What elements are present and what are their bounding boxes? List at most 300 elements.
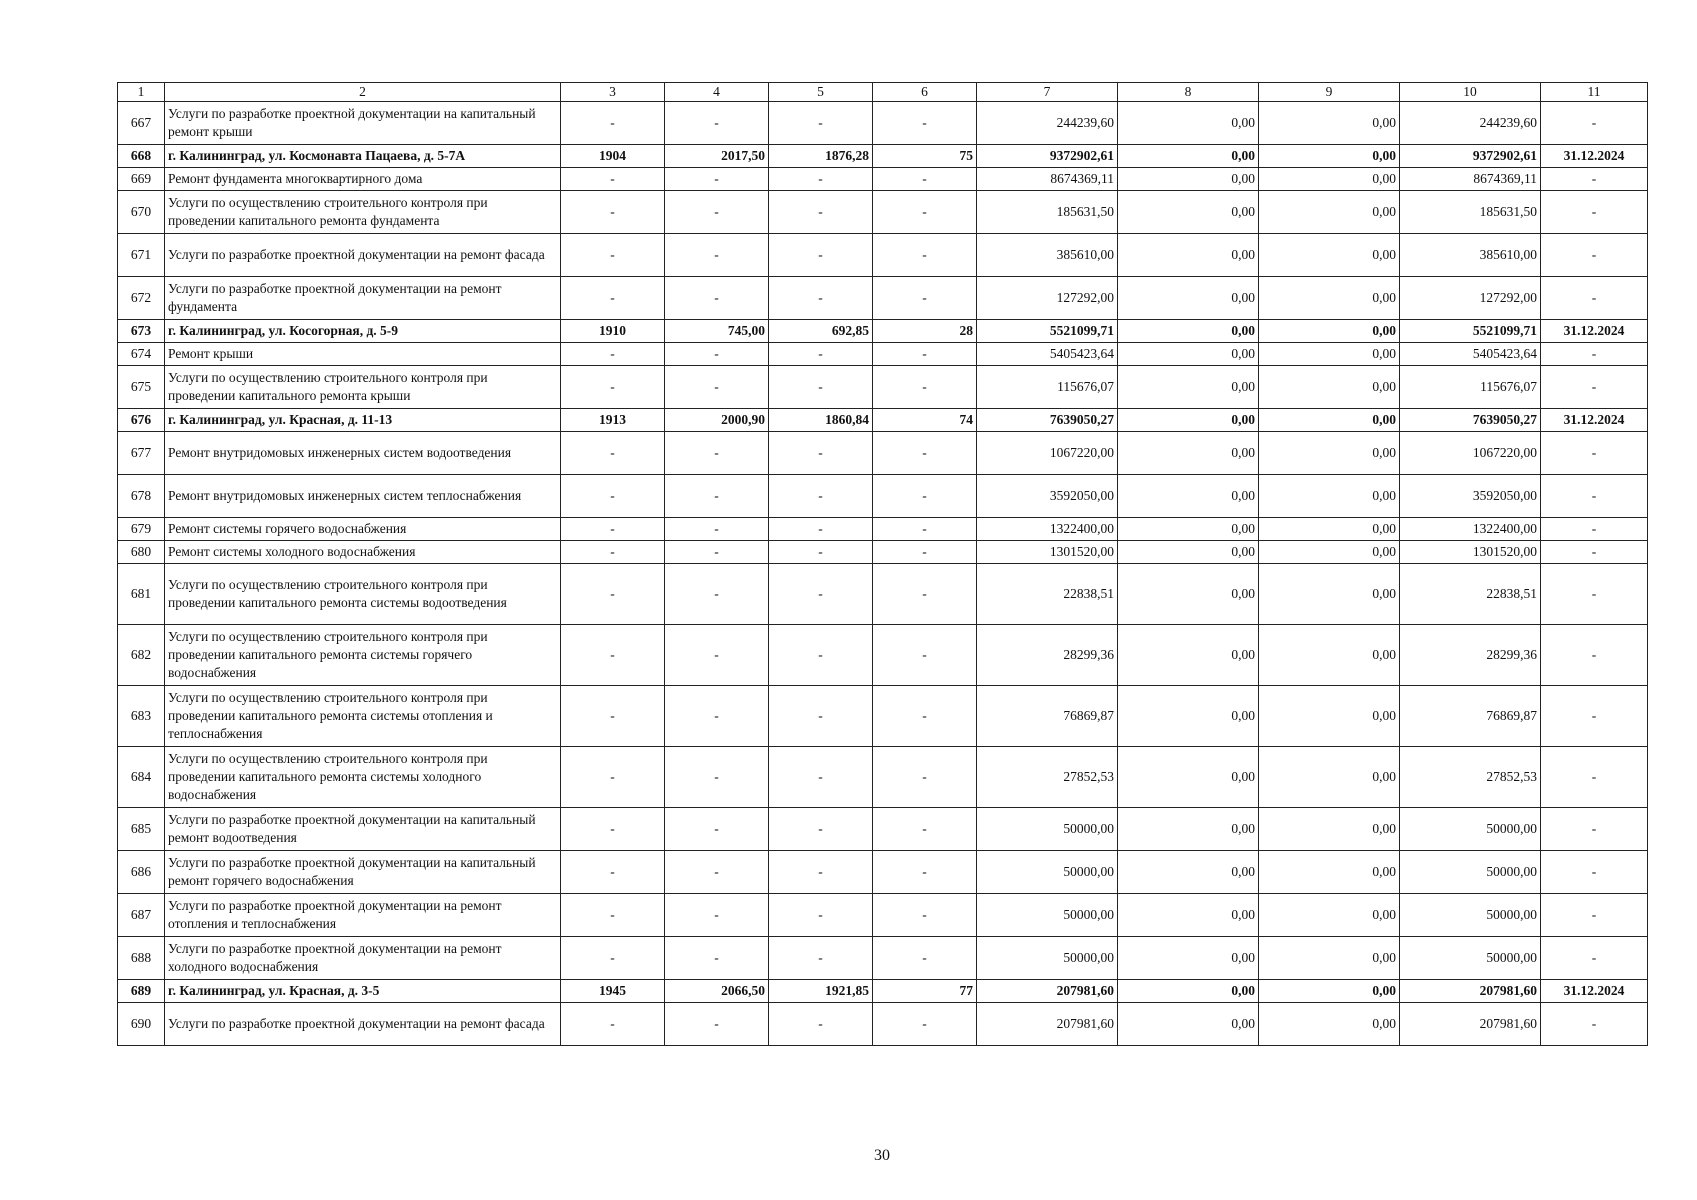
col10-cell: 7639050,27 xyxy=(1400,409,1541,432)
col5-cell: - xyxy=(769,168,873,191)
work-name-cell: Ремонт системы холодного водоснабжения xyxy=(165,541,561,564)
address-row xyxy=(118,320,1648,343)
col4-cell: - xyxy=(665,937,769,980)
col5-cell: - xyxy=(769,937,873,980)
col8-cell: 0,00 xyxy=(1118,686,1259,747)
row-number-cell: 673 xyxy=(118,320,165,343)
work-row xyxy=(118,366,1648,409)
col9-cell: 0,00 xyxy=(1259,625,1400,686)
col3-cell: - xyxy=(561,277,665,320)
col8-cell: 0,00 xyxy=(1118,277,1259,320)
col5-cell: 1876,28 xyxy=(769,145,873,168)
col7-cell: 207981,60 xyxy=(977,1003,1118,1046)
col10-cell: 50000,00 xyxy=(1400,894,1541,937)
col5-cell: - xyxy=(769,191,873,234)
col7-cell: 76869,87 xyxy=(977,686,1118,747)
col9-cell: 0,00 xyxy=(1259,168,1400,191)
col9-cell: 0,00 xyxy=(1259,432,1400,475)
col8-cell: 0,00 xyxy=(1118,625,1259,686)
row-number-cell: 678 xyxy=(118,475,165,518)
col3-cell: - xyxy=(561,894,665,937)
col9-cell: 0,00 xyxy=(1259,1003,1400,1046)
col11-cell: - xyxy=(1541,343,1648,366)
col3-cell: - xyxy=(561,937,665,980)
col6-cell: - xyxy=(873,432,977,475)
row-number-cell: 680 xyxy=(118,541,165,564)
col8-cell: 0,00 xyxy=(1118,409,1259,432)
column-header: 8 xyxy=(1118,83,1259,102)
col8-cell: 0,00 xyxy=(1118,320,1259,343)
col3-cell: - xyxy=(561,102,665,145)
col4-cell: - xyxy=(665,851,769,894)
work-row xyxy=(118,475,1648,518)
col7-cell: 9372902,61 xyxy=(977,145,1118,168)
col8-cell: 0,00 xyxy=(1118,894,1259,937)
work-name-cell: Услуги по осуществлению строительного контроля при проведении капитального ремонта крыши xyxy=(165,366,561,409)
col11-cell: - xyxy=(1541,894,1648,937)
col4-cell: - xyxy=(665,168,769,191)
col11-cell: - xyxy=(1541,851,1648,894)
col3-cell: - xyxy=(561,343,665,366)
col6-cell: - xyxy=(873,894,977,937)
col10-cell: 3592050,00 xyxy=(1400,475,1541,518)
work-row xyxy=(118,541,1648,564)
work-row xyxy=(118,851,1648,894)
col6-cell: 74 xyxy=(873,409,977,432)
col3-cell: - xyxy=(561,366,665,409)
work-name-cell: Услуги по осуществлению строительного контроля при проведении капитального ремонта системы водоотведения xyxy=(165,564,561,625)
col10-cell: 28299,36 xyxy=(1400,625,1541,686)
col3-cell: - xyxy=(561,518,665,541)
work-row xyxy=(118,518,1648,541)
col11-cell: - xyxy=(1541,747,1648,808)
col9-cell: 0,00 xyxy=(1259,234,1400,277)
col4-cell: - xyxy=(665,343,769,366)
work-row xyxy=(118,277,1648,320)
col3-cell: 1910 xyxy=(561,320,665,343)
col6-cell: - xyxy=(873,191,977,234)
col10-cell: 22838,51 xyxy=(1400,564,1541,625)
col11-cell: - xyxy=(1541,366,1648,409)
col8-cell: 0,00 xyxy=(1118,1003,1259,1046)
col7-cell: 185631,50 xyxy=(977,191,1118,234)
col6-cell: - xyxy=(873,366,977,409)
col3-cell: - xyxy=(561,808,665,851)
col5-cell: - xyxy=(769,851,873,894)
col8-cell: 0,00 xyxy=(1118,808,1259,851)
column-header: 10 xyxy=(1400,83,1541,102)
col9-cell: 0,00 xyxy=(1259,409,1400,432)
col7-cell: 5521099,71 xyxy=(977,320,1118,343)
column-header: 6 xyxy=(873,83,977,102)
col7-cell: 385610,00 xyxy=(977,234,1118,277)
col3-cell: - xyxy=(561,747,665,808)
col10-cell: 1301520,00 xyxy=(1400,541,1541,564)
work-name-cell: г. Калининград, ул. Красная, д. 3-5 xyxy=(165,980,561,1003)
work-row xyxy=(118,432,1648,475)
works-table xyxy=(117,82,1648,1046)
col4-cell: - xyxy=(665,475,769,518)
col6-cell: - xyxy=(873,937,977,980)
col9-cell: 0,00 xyxy=(1259,343,1400,366)
col11-cell: - xyxy=(1541,1003,1648,1046)
col8-cell: 0,00 xyxy=(1118,851,1259,894)
col9-cell: 0,00 xyxy=(1259,808,1400,851)
col6-cell: - xyxy=(873,625,977,686)
col6-cell: 77 xyxy=(873,980,977,1003)
col9-cell: 0,00 xyxy=(1259,191,1400,234)
col4-cell: - xyxy=(665,747,769,808)
col10-cell: 127292,00 xyxy=(1400,277,1541,320)
row-number-cell: 688 xyxy=(118,937,165,980)
col9-cell: 0,00 xyxy=(1259,102,1400,145)
col9-cell: 0,00 xyxy=(1259,475,1400,518)
col7-cell: 50000,00 xyxy=(977,808,1118,851)
col4-cell: - xyxy=(665,686,769,747)
row-number-cell: 679 xyxy=(118,518,165,541)
col6-cell: 28 xyxy=(873,320,977,343)
col9-cell: 0,00 xyxy=(1259,686,1400,747)
col10-cell: 385610,00 xyxy=(1400,234,1541,277)
col10-cell: 207981,60 xyxy=(1400,980,1541,1003)
col10-cell: 76869,87 xyxy=(1400,686,1541,747)
col7-cell: 50000,00 xyxy=(977,851,1118,894)
col5-cell: - xyxy=(769,625,873,686)
row-number-cell: 681 xyxy=(118,564,165,625)
work-row xyxy=(118,686,1648,747)
col3-cell: - xyxy=(561,1003,665,1046)
col3-cell: - xyxy=(561,625,665,686)
col10-cell: 185631,50 xyxy=(1400,191,1541,234)
work-name-cell: Услуги по разработке проектной документации на капитальный ремонт горячего водоснабжения xyxy=(165,851,561,894)
row-number-cell: 690 xyxy=(118,1003,165,1046)
work-name-cell: г. Калининград, ул. Косогорная, д. 5-9 xyxy=(165,320,561,343)
col6-cell: - xyxy=(873,851,977,894)
col4-cell: 2000,90 xyxy=(665,409,769,432)
work-name-cell: г. Калининград, ул. Космонавта Пацаева, д. 5-7А xyxy=(165,145,561,168)
column-header: 5 xyxy=(769,83,873,102)
col4-cell: 2017,50 xyxy=(665,145,769,168)
col9-cell: 0,00 xyxy=(1259,564,1400,625)
col5-cell: - xyxy=(769,343,873,366)
col11-cell: - xyxy=(1541,686,1648,747)
col5-cell: - xyxy=(769,808,873,851)
col9-cell: 0,00 xyxy=(1259,747,1400,808)
col10-cell: 50000,00 xyxy=(1400,937,1541,980)
row-number-cell: 667 xyxy=(118,102,165,145)
row-number-cell: 686 xyxy=(118,851,165,894)
col4-cell: - xyxy=(665,541,769,564)
col11-cell: 31.12.2024 xyxy=(1541,320,1648,343)
col5-cell: - xyxy=(769,366,873,409)
col3-cell: - xyxy=(561,234,665,277)
col9-cell: 0,00 xyxy=(1259,980,1400,1003)
work-name-cell: Услуги по разработке проектной документации на ремонт фасада xyxy=(165,1003,561,1046)
col6-cell: - xyxy=(873,747,977,808)
col11-cell: 31.12.2024 xyxy=(1541,409,1648,432)
col11-cell: - xyxy=(1541,234,1648,277)
col11-cell: - xyxy=(1541,432,1648,475)
col7-cell: 22838,51 xyxy=(977,564,1118,625)
work-name-cell: Услуги по осуществлению строительного контроля при проведении капитального ремонта системы холодного водоснабжения xyxy=(165,747,561,808)
work-row xyxy=(118,564,1648,625)
col8-cell: 0,00 xyxy=(1118,475,1259,518)
col3-cell: - xyxy=(561,475,665,518)
col3-cell: - xyxy=(561,191,665,234)
col6-cell: - xyxy=(873,1003,977,1046)
work-row xyxy=(118,102,1648,145)
col7-cell: 28299,36 xyxy=(977,625,1118,686)
col11-cell: - xyxy=(1541,475,1648,518)
col3-cell: - xyxy=(561,851,665,894)
col5-cell: 1921,85 xyxy=(769,980,873,1003)
col5-cell: 692,85 xyxy=(769,320,873,343)
col5-cell: - xyxy=(769,686,873,747)
work-name-cell: Ремонт внутридомовых инженерных систем водоотведения xyxy=(165,432,561,475)
col5-cell: - xyxy=(769,747,873,808)
col4-cell: - xyxy=(665,564,769,625)
col11-cell: - xyxy=(1541,564,1648,625)
column-header: 3 xyxy=(561,83,665,102)
col10-cell: 207981,60 xyxy=(1400,1003,1541,1046)
col4-cell: 745,00 xyxy=(665,320,769,343)
work-name-cell: г. Калининград, ул. Красная, д. 11-13 xyxy=(165,409,561,432)
row-number-cell: 685 xyxy=(118,808,165,851)
row-number-cell: 669 xyxy=(118,168,165,191)
col11-cell: - xyxy=(1541,937,1648,980)
address-row xyxy=(118,980,1648,1003)
row-number-cell: 668 xyxy=(118,145,165,168)
col8-cell: 0,00 xyxy=(1118,564,1259,625)
col9-cell: 0,00 xyxy=(1259,145,1400,168)
col3-cell: - xyxy=(561,541,665,564)
col11-cell: - xyxy=(1541,168,1648,191)
col8-cell: 0,00 xyxy=(1118,432,1259,475)
col7-cell: 5405423,64 xyxy=(977,343,1118,366)
work-row xyxy=(118,343,1648,366)
work-name-cell: Ремонт фундамента многоквартирного дома xyxy=(165,168,561,191)
col4-cell: - xyxy=(665,894,769,937)
work-name-cell: Услуги по осуществлению строительного контроля при проведении капитального ремонта системы горячего водоснабжения xyxy=(165,625,561,686)
work-name-cell: Услуги по осуществлению строительного контроля при проведении капитального ремонта системы отопления и теплоснабжения xyxy=(165,686,561,747)
col8-cell: 0,00 xyxy=(1118,343,1259,366)
col4-cell: - xyxy=(665,1003,769,1046)
col4-cell: 2066,50 xyxy=(665,980,769,1003)
col6-cell: - xyxy=(873,564,977,625)
col7-cell: 7639050,27 xyxy=(977,409,1118,432)
col8-cell: 0,00 xyxy=(1118,980,1259,1003)
col10-cell: 27852,53 xyxy=(1400,747,1541,808)
col6-cell: - xyxy=(873,686,977,747)
col8-cell: 0,00 xyxy=(1118,102,1259,145)
col5-cell: - xyxy=(769,894,873,937)
col10-cell: 50000,00 xyxy=(1400,808,1541,851)
work-name-cell: Услуги по разработке проектной документации на капитальный ремонт водоотведения xyxy=(165,808,561,851)
col7-cell: 1301520,00 xyxy=(977,541,1118,564)
col11-cell: 31.12.2024 xyxy=(1541,145,1648,168)
col10-cell: 50000,00 xyxy=(1400,851,1541,894)
row-number-cell: 682 xyxy=(118,625,165,686)
col5-cell: 1860,84 xyxy=(769,409,873,432)
col9-cell: 0,00 xyxy=(1259,937,1400,980)
col7-cell: 1322400,00 xyxy=(977,518,1118,541)
col4-cell: - xyxy=(665,432,769,475)
col8-cell: 0,00 xyxy=(1118,168,1259,191)
col5-cell: - xyxy=(769,541,873,564)
col8-cell: 0,00 xyxy=(1118,366,1259,409)
col3-cell: 1913 xyxy=(561,409,665,432)
col9-cell: 0,00 xyxy=(1259,851,1400,894)
work-name-cell: Услуги по разработке проектной документации на ремонт фасада xyxy=(165,234,561,277)
col6-cell: - xyxy=(873,343,977,366)
column-header: 2 xyxy=(165,83,561,102)
row-number-cell: 672 xyxy=(118,277,165,320)
col7-cell: 27852,53 xyxy=(977,747,1118,808)
col5-cell: - xyxy=(769,102,873,145)
col10-cell: 1322400,00 xyxy=(1400,518,1541,541)
col11-cell: - xyxy=(1541,102,1648,145)
col10-cell: 8674369,11 xyxy=(1400,168,1541,191)
col8-cell: 0,00 xyxy=(1118,937,1259,980)
work-name-cell: Услуги по осуществлению строительного контроля при проведении капитального ремонта фундамента xyxy=(165,191,561,234)
column-header: 7 xyxy=(977,83,1118,102)
col6-cell: - xyxy=(873,475,977,518)
col4-cell: - xyxy=(665,277,769,320)
work-row xyxy=(118,234,1648,277)
col3-cell: - xyxy=(561,168,665,191)
col6-cell: - xyxy=(873,234,977,277)
work-name-cell: Ремонт внутридомовых инженерных систем теплоснабжения xyxy=(165,475,561,518)
work-name-cell: Ремонт системы горячего водоснабжения xyxy=(165,518,561,541)
col5-cell: - xyxy=(769,518,873,541)
row-number-cell: 687 xyxy=(118,894,165,937)
work-row xyxy=(118,1003,1648,1046)
col6-cell: - xyxy=(873,168,977,191)
col11-cell: - xyxy=(1541,518,1648,541)
col7-cell: 50000,00 xyxy=(977,894,1118,937)
col5-cell: - xyxy=(769,564,873,625)
col4-cell: - xyxy=(665,234,769,277)
table-body xyxy=(118,102,1648,1046)
column-header: 1 xyxy=(118,83,165,102)
col7-cell: 8674369,11 xyxy=(977,168,1118,191)
col4-cell: - xyxy=(665,102,769,145)
row-number-cell: 676 xyxy=(118,409,165,432)
row-number-cell: 674 xyxy=(118,343,165,366)
col5-cell: - xyxy=(769,432,873,475)
col3-cell: - xyxy=(561,686,665,747)
row-number-cell: 689 xyxy=(118,980,165,1003)
col4-cell: - xyxy=(665,518,769,541)
work-row xyxy=(118,191,1648,234)
col10-cell: 1067220,00 xyxy=(1400,432,1541,475)
col8-cell: 0,00 xyxy=(1118,541,1259,564)
page-number: 30 xyxy=(874,1147,890,1164)
row-number-cell: 683 xyxy=(118,686,165,747)
col3-cell: 1945 xyxy=(561,980,665,1003)
col7-cell: 127292,00 xyxy=(977,277,1118,320)
row-number-cell: 684 xyxy=(118,747,165,808)
col11-cell: - xyxy=(1541,277,1648,320)
col8-cell: 0,00 xyxy=(1118,145,1259,168)
col6-cell: - xyxy=(873,808,977,851)
work-row xyxy=(118,937,1648,980)
col8-cell: 0,00 xyxy=(1118,234,1259,277)
col7-cell: 207981,60 xyxy=(977,980,1118,1003)
col8-cell: 0,00 xyxy=(1118,518,1259,541)
col11-cell: - xyxy=(1541,191,1648,234)
col7-cell: 115676,07 xyxy=(977,366,1118,409)
col8-cell: 0,00 xyxy=(1118,747,1259,808)
col6-cell: - xyxy=(873,277,977,320)
col7-cell: 3592050,00 xyxy=(977,475,1118,518)
col9-cell: 0,00 xyxy=(1259,541,1400,564)
col7-cell: 50000,00 xyxy=(977,937,1118,980)
column-header: 4 xyxy=(665,83,769,102)
col9-cell: 0,00 xyxy=(1259,894,1400,937)
col10-cell: 9372902,61 xyxy=(1400,145,1541,168)
work-row xyxy=(118,894,1648,937)
col3-cell: 1904 xyxy=(561,145,665,168)
col9-cell: 0,00 xyxy=(1259,518,1400,541)
address-row xyxy=(118,409,1648,432)
col7-cell: 244239,60 xyxy=(977,102,1118,145)
col6-cell: - xyxy=(873,541,977,564)
work-row xyxy=(118,747,1648,808)
col10-cell: 5521099,71 xyxy=(1400,320,1541,343)
col5-cell: - xyxy=(769,234,873,277)
col3-cell: - xyxy=(561,432,665,475)
col6-cell: - xyxy=(873,102,977,145)
col6-cell: - xyxy=(873,518,977,541)
row-number-cell: 675 xyxy=(118,366,165,409)
col4-cell: - xyxy=(665,625,769,686)
col4-cell: - xyxy=(665,366,769,409)
col9-cell: 0,00 xyxy=(1259,277,1400,320)
work-name-cell: Услуги по разработке проектной документации на капитальный ремонт крыши xyxy=(165,102,561,145)
col8-cell: 0,00 xyxy=(1118,191,1259,234)
col4-cell: - xyxy=(665,191,769,234)
col10-cell: 5405423,64 xyxy=(1400,343,1541,366)
col10-cell: 115676,07 xyxy=(1400,366,1541,409)
col5-cell: - xyxy=(769,277,873,320)
col11-cell: - xyxy=(1541,541,1648,564)
col9-cell: 0,00 xyxy=(1259,366,1400,409)
col6-cell: 75 xyxy=(873,145,977,168)
column-header: 9 xyxy=(1259,83,1400,102)
work-name-cell: Ремонт крыши xyxy=(165,343,561,366)
col5-cell: - xyxy=(769,1003,873,1046)
work-name-cell: Услуги по разработке проектной документации на ремонт холодного водоснабжения xyxy=(165,937,561,980)
work-name-cell: Услуги по разработке проектной документации на ремонт фундамента xyxy=(165,277,561,320)
col10-cell: 244239,60 xyxy=(1400,102,1541,145)
work-row xyxy=(118,168,1648,191)
address-row xyxy=(118,145,1648,168)
work-row xyxy=(118,625,1648,686)
col11-cell: - xyxy=(1541,625,1648,686)
col9-cell: 0,00 xyxy=(1259,320,1400,343)
work-row xyxy=(118,808,1648,851)
col4-cell: - xyxy=(665,808,769,851)
row-number-cell: 671 xyxy=(118,234,165,277)
col7-cell: 1067220,00 xyxy=(977,432,1118,475)
row-number-cell: 677 xyxy=(118,432,165,475)
col11-cell: - xyxy=(1541,808,1648,851)
work-name-cell: Услуги по разработке проектной документации на ремонт отопления и теплоснабжения xyxy=(165,894,561,937)
col3-cell: - xyxy=(561,564,665,625)
col5-cell: - xyxy=(769,475,873,518)
column-header: 11 xyxy=(1541,83,1648,102)
